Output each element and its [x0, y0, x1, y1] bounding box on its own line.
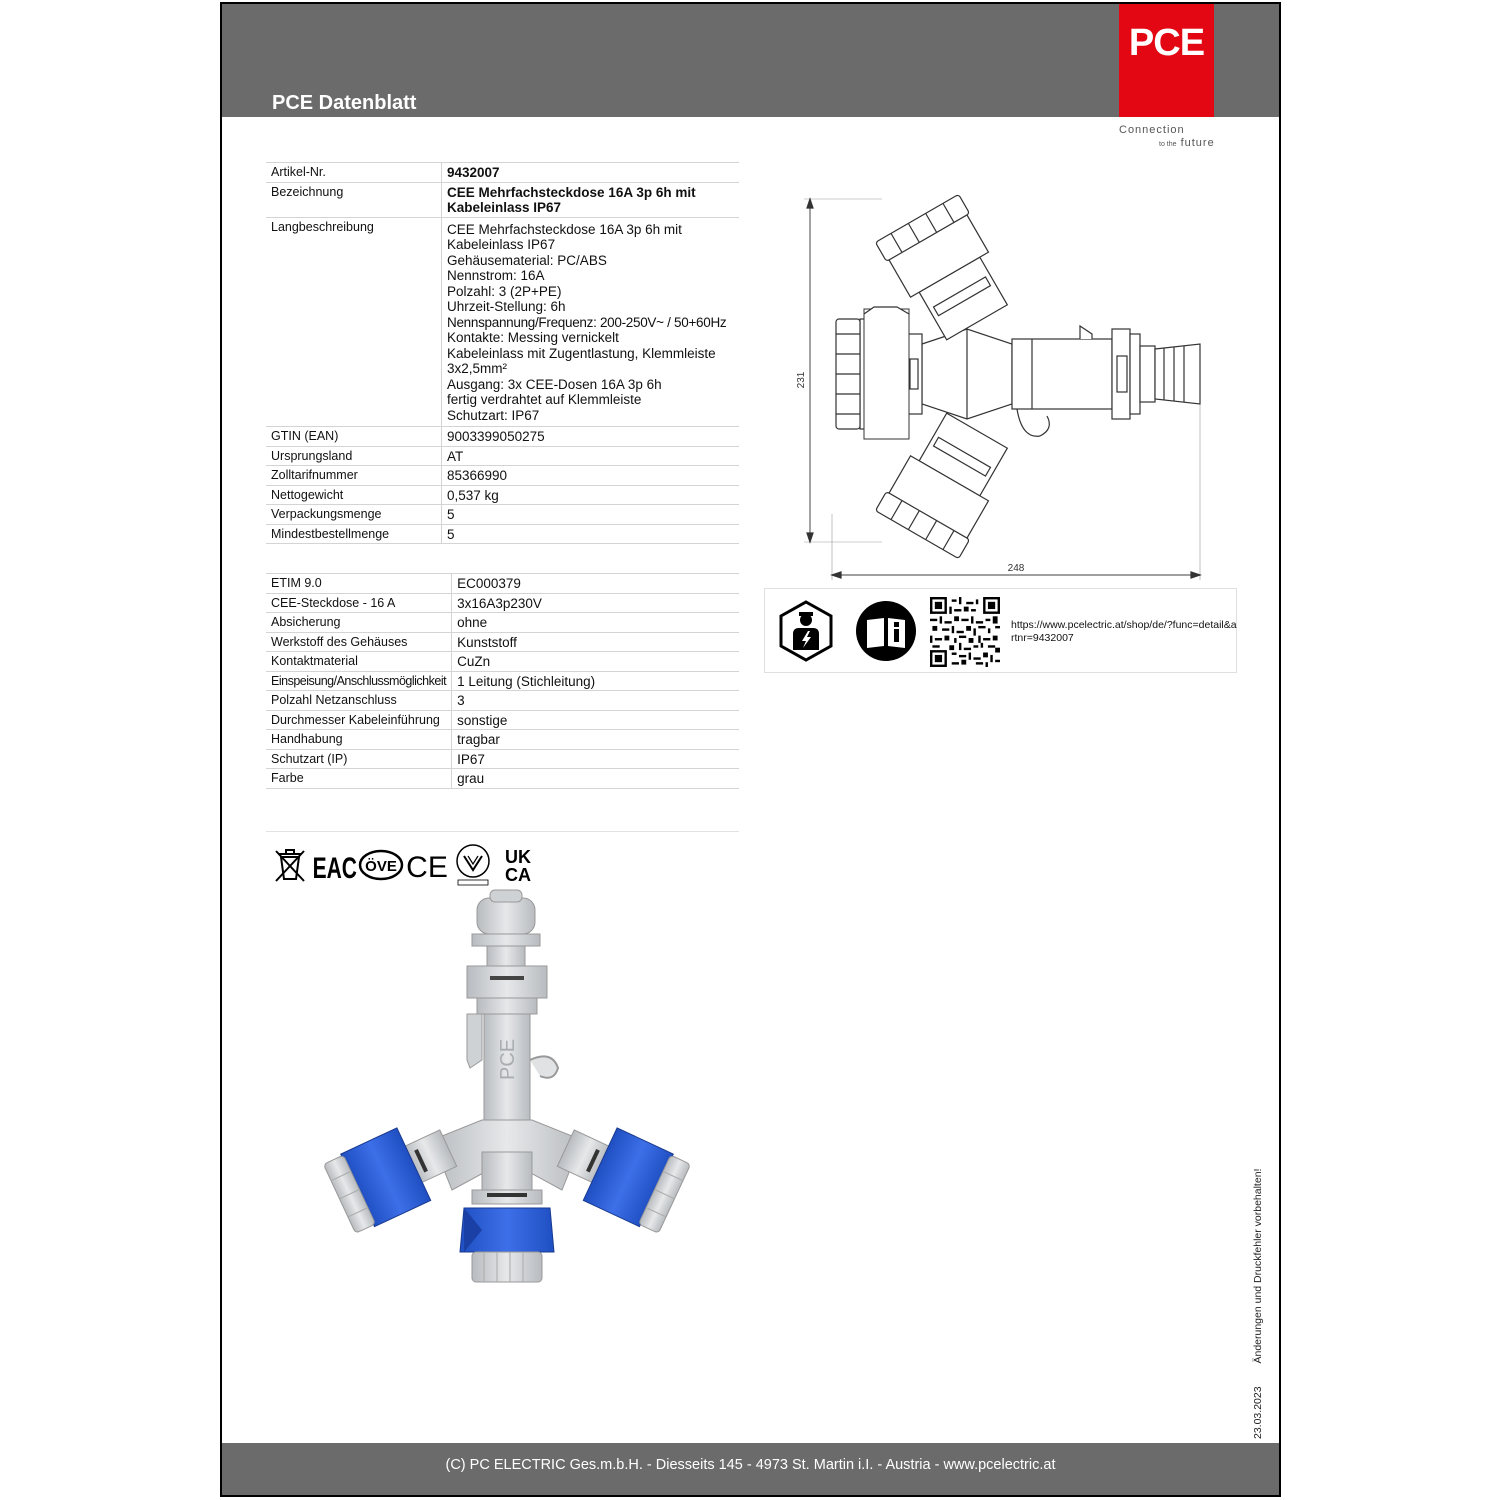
electrician-icon	[775, 600, 837, 662]
tagline-word: future	[1180, 137, 1215, 149]
divider	[266, 831, 739, 832]
row-key: Langbeschreibung	[266, 217, 442, 427]
table-row	[266, 446, 739, 466]
value-line: Uhrzeit-Stellung: 6h	[447, 299, 566, 314]
row-value: ohne	[452, 613, 739, 633]
product-image	[322, 890, 692, 1290]
table-row	[266, 710, 739, 730]
uk-text: UK	[505, 847, 531, 867]
table-row	[266, 691, 739, 711]
ove-mark	[358, 848, 404, 882]
row-key: Ursprungsland	[266, 446, 442, 466]
row-value: tragbar	[452, 730, 739, 750]
table-row	[266, 163, 739, 183]
row-key: ETIM 9.0	[266, 574, 452, 594]
row-value: 5	[442, 505, 740, 525]
dimension-width-label: 248	[1007, 563, 1025, 574]
manual-info-icon	[855, 600, 917, 662]
embossed-pce-text: PCE	[497, 1038, 519, 1080]
table-row	[266, 671, 739, 691]
row-key: GTIN (EAN)	[266, 427, 442, 447]
document-date: 23.03.2023	[1252, 1386, 1264, 1439]
row-value: sonstige	[452, 710, 739, 730]
tagline-line2	[1159, 137, 1215, 149]
row-value: AT	[442, 446, 740, 466]
row-key: Nettogewicht	[266, 485, 442, 505]
row-value	[442, 217, 740, 427]
footer-text: (C) PC ELECTRIC Ges.m.b.H. - Diesseits 145 - 4973 St. Martin i.I. - Austria - www.pcelectric.at	[445, 1457, 1056, 1473]
row-value: 9432007	[442, 163, 740, 183]
table-row	[266, 505, 739, 525]
table-row	[266, 524, 739, 544]
spec-table-etim	[266, 573, 739, 789]
spec-table-main	[266, 162, 739, 544]
table-row	[266, 574, 739, 594]
row-value: CuZn	[452, 652, 739, 672]
row-value: Kunststoff	[452, 632, 739, 652]
value-line: Kontakte: Messing vernickelt	[447, 330, 619, 345]
row-value: grau	[452, 769, 739, 789]
row-value: 3	[452, 691, 739, 711]
value-line: Nennstrom: 16A	[447, 268, 545, 283]
value-line: Nennspannung/Frequenz: 200-250V~ / 50+60Hz	[447, 314, 727, 330]
vde-mark	[454, 844, 492, 886]
technical-drawing	[792, 184, 1212, 584]
value-line: Schutzart: IP67	[447, 407, 540, 423]
table-row	[266, 632, 739, 652]
product-url[interactable]: https://www.pcelectric.at/shop/de/?func=detail&artnr=9432007	[1011, 619, 1237, 644]
row-key: Farbe	[266, 769, 452, 789]
certification-row	[272, 842, 542, 887]
row-value: 3x16A3p230V	[452, 593, 739, 613]
row-key: Artikel-Nr.	[266, 163, 442, 183]
tagline-line1: Connection	[1119, 124, 1185, 136]
row-value: 0,537 kg	[442, 485, 740, 505]
table-row	[266, 730, 739, 750]
row-key: Handhabung	[266, 730, 452, 750]
table-row	[266, 217, 739, 427]
qr-code	[930, 597, 1000, 667]
row-value: IP67	[452, 749, 739, 769]
row-key: Einspeisung/Anschlussmöglichkeit	[266, 671, 452, 691]
row-value	[442, 182, 740, 217]
value-line: CEE Mehrfachsteckdose 16A 3p 6h mit	[447, 221, 682, 237]
row-key: Schutzart (IP)	[266, 749, 452, 769]
table-row	[266, 485, 739, 505]
row-value: 9003399050275	[442, 427, 740, 447]
value-line: Kabeleinlass IP67	[447, 200, 562, 215]
table-row	[266, 613, 739, 633]
logo-text: PCE	[1128, 22, 1205, 64]
value-line: Kabeleinlass IP67	[447, 237, 556, 252]
row-key: Zolltarifnummer	[266, 466, 442, 486]
value-line: Kabeleinlass mit Zugentlastung, Klemmleiste	[447, 345, 716, 361]
row-key: Mindestbestellmenge	[266, 524, 442, 544]
table-row	[266, 466, 739, 486]
datasheet-page	[220, 2, 1281, 1497]
row-key: Durchmesser Kabeleinführung	[266, 710, 452, 730]
value-line: 3x2,5mm²	[447, 361, 508, 376]
eac-text: EAC	[312, 852, 357, 885]
table-row	[266, 593, 739, 613]
row-key: Absicherung	[266, 613, 452, 633]
row-key: CEE-Steckdose - 16 A	[266, 593, 452, 613]
value-line: Gehäusematerial: PC/ABS	[447, 252, 607, 268]
value-line: CEE Mehrfachsteckdose 16A 3p 6h mit	[447, 184, 696, 200]
ce-text: CE	[406, 851, 448, 884]
row-value: 1 Leitung (Stichleitung)	[452, 671, 739, 691]
info-box	[764, 588, 1237, 673]
row-key: Verpackungsmenge	[266, 505, 442, 525]
row-key: Kontaktmaterial	[266, 652, 452, 672]
row-key: Werkstoff des Gehäuses	[266, 632, 452, 652]
row-key: Bezeichnung	[266, 182, 442, 217]
eac-mark	[312, 848, 357, 885]
dimension-height-label: 231	[796, 371, 807, 389]
row-key: Polzahl Netzanschluss	[266, 691, 452, 711]
table-row	[266, 182, 739, 217]
ukca-mark	[500, 846, 536, 884]
value-line: Polzahl: 3 (2P+PE)	[447, 283, 562, 299]
page-title: PCE Datenblatt	[272, 92, 417, 114]
row-value: EC000379	[452, 574, 739, 594]
side-date-note	[1252, 1169, 1264, 1439]
header-bar	[222, 4, 1279, 117]
ca-text: CA	[505, 865, 531, 885]
footer-bar	[222, 1443, 1279, 1495]
weee-icon	[272, 847, 308, 883]
table-row	[266, 427, 739, 447]
pce-logo	[1119, 4, 1214, 117]
table-row	[266, 749, 739, 769]
disclaimer: Änderungen und Druckfehler vorbehalten!	[1252, 1168, 1264, 1364]
row-value: 85366990	[442, 466, 740, 486]
ce-mark	[407, 848, 447, 882]
ove-text: ÖVE	[365, 858, 397, 875]
table-row	[266, 769, 739, 789]
value-line: Ausgang: 3x CEE-Dosen 16A 3p 6h	[447, 376, 662, 392]
value-line: fertig verdrahtet auf Klemmleiste	[447, 392, 642, 407]
tagline-prefix: to the	[1159, 141, 1177, 148]
row-value: 5	[442, 524, 740, 544]
table-row	[266, 652, 739, 672]
